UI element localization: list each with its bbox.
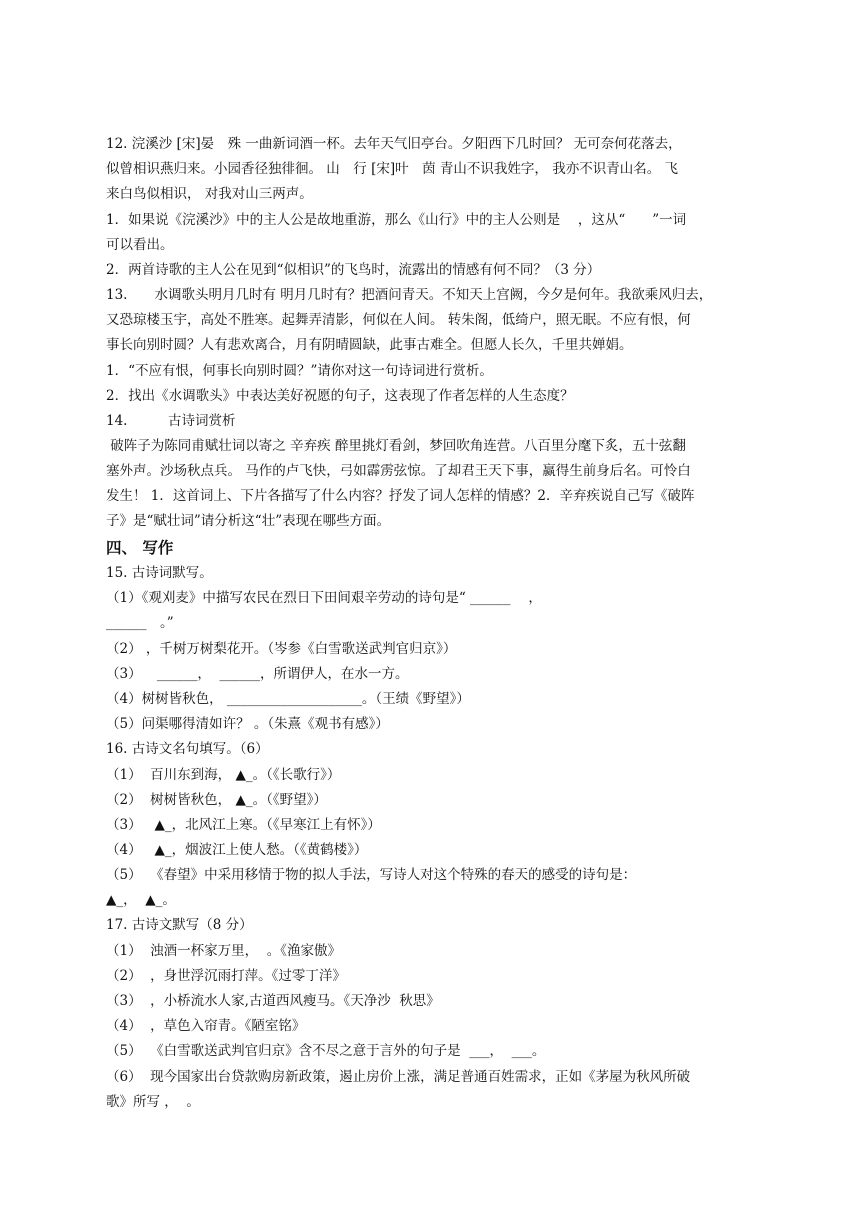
- text-line: 子》是“赋壮词”请分析这“壮”表现在哪些方面。: [106, 513, 391, 529]
- text-line: （5） 《白雪歌送武判官归京》含不尽之意于言外的句子是 ___， ___。: [106, 1043, 546, 1059]
- text-line: ______ 。”: [106, 615, 174, 631]
- text-line: （4） ，草色入帘青。《陋室铭》: [106, 1018, 306, 1034]
- text-line: 来白鸟似相识， 对我对山三两声。: [106, 186, 313, 202]
- text-line: （2） 树树皆秋色， ▲_。（《野望》）: [106, 792, 327, 808]
- text-line: （1） 百川东到海， ▲_。（《长歌行》）: [106, 767, 341, 783]
- text-line: 发生！ 1．这首词上、下片各描写了什么内容？抒发了词人怎样的情感？2．辛弃疾说自己写《破阵: [106, 488, 695, 504]
- text-line: 13. 水调歌头明月几时有 明月几时有？把酒问青天。不知天上宫阙，今夕是何年。我欲乘风归去，: [106, 287, 713, 303]
- text-line: 可以看出。: [106, 237, 174, 253]
- section-heading: 四、 写作: [106, 539, 174, 557]
- text-line: 2．两首诗歌的主人公在见到“似相识”的飞鸟时，流露出的情感有何不同？（3 分）: [106, 262, 601, 278]
- text-line: 似曾相识燕归来。小园香径独徘徊。 山 行 [宋]叶 茵 青山不识我姓字， 我亦不识青山名。 飞: [106, 161, 678, 177]
- text-line: （1） 浊酒一杯家万里， 。《渔家傲》: [106, 943, 342, 959]
- text-line: 破阵子为陈同甫赋壮词以寄之 辛弃疾 醉里挑灯看剑，梦回吹角连营。八百里分麾下炙，五十弦翻: [106, 438, 686, 454]
- text-line: 歌》所写 ， 。: [106, 1094, 200, 1110]
- text-line: （5） 《春望》中采用移情于物的拟人手法，写诗人对这个特殊的春天的感受的诗句是：: [106, 867, 637, 883]
- text-line: 又恐琼楼玉宇，高处不胜寒。起舞弄清影，何似在人间。 转朱阁，低绮户，照无眠。不应有恨，何: [106, 312, 691, 328]
- text-line: 1．“不应有恨，何事长向别时圆？”请你对这一句诗词进行赏析。: [106, 363, 493, 379]
- text-line: 事长向别时圆？人有悲欢离合，月有阴晴圆缺，此事古难全。但愿人长久，千里共婵娟。: [106, 337, 633, 353]
- text-line: 塞外声。沙场秋点兵。 马作的卢飞快，弓如霹雳弦惊。了却君王天下事，赢得生前身后名。可怜白: [106, 463, 691, 479]
- text-line: （5）问渠哪得清如许？ 。（朱熹《观书有感》）: [106, 716, 389, 732]
- text-line: （2） ，千树万树梨花开。（岑参《白雪歌送武判官归京》）: [106, 641, 457, 657]
- text-line: （6） 现今国家出台贷款购房新政策，遏止房价上涨，满足普通百姓需求，正如《茅屋为秋风所破: [106, 1069, 691, 1085]
- text-line: 15. 古诗词默写。: [106, 565, 213, 581]
- text-line: ▲_， ▲_。: [106, 892, 176, 908]
- text-line: （3） ▲_，北风江上寒。（《早寒江上有怀》）: [106, 817, 381, 833]
- text-line: （4） ▲_，烟波江上使人愁。（《黄鹤楼》）: [106, 842, 368, 858]
- text-line: 14. 古诗词赏析: [106, 413, 236, 429]
- text-line: 16. 古诗文名句填写。（6）: [106, 741, 269, 757]
- text-line: 2．找出《水调歌头》中表达美好祝愿的句子，这表现了作者怎样的人生态度？: [106, 388, 574, 404]
- text-line: （1）《观刈麦》中描写农民在烈日下田间艰辛劳动的诗句是“ ______ ，: [106, 590, 542, 606]
- text-line: 12. 浣溪沙 [宋]晏 殊 一曲新词酒一杯。去年天气旧亭台。夕阳西下几时回？ 无可奈何花落去，: [106, 136, 682, 152]
- text-line: （2） ，身世浮沉雨打萍。《过零丁洋》: [106, 968, 346, 984]
- text-line: 17. 古诗文默写（8 分）: [106, 917, 253, 933]
- text-line: 1．如果说《浣溪沙》中的主人公是故地重游，那么《山行》中的主人公则是 ，这从“ ”一词: [106, 212, 687, 228]
- text-line: （3） ，小桥流水人家,古道西风瘦马。《天净沙 秋思》: [106, 993, 440, 1009]
- text-line: （4）树树皆秋色， ____________________。（王绩《野望》）: [106, 691, 470, 707]
- text-line: （3） ______， ______，所谓伊人，在水一方。: [106, 666, 409, 682]
